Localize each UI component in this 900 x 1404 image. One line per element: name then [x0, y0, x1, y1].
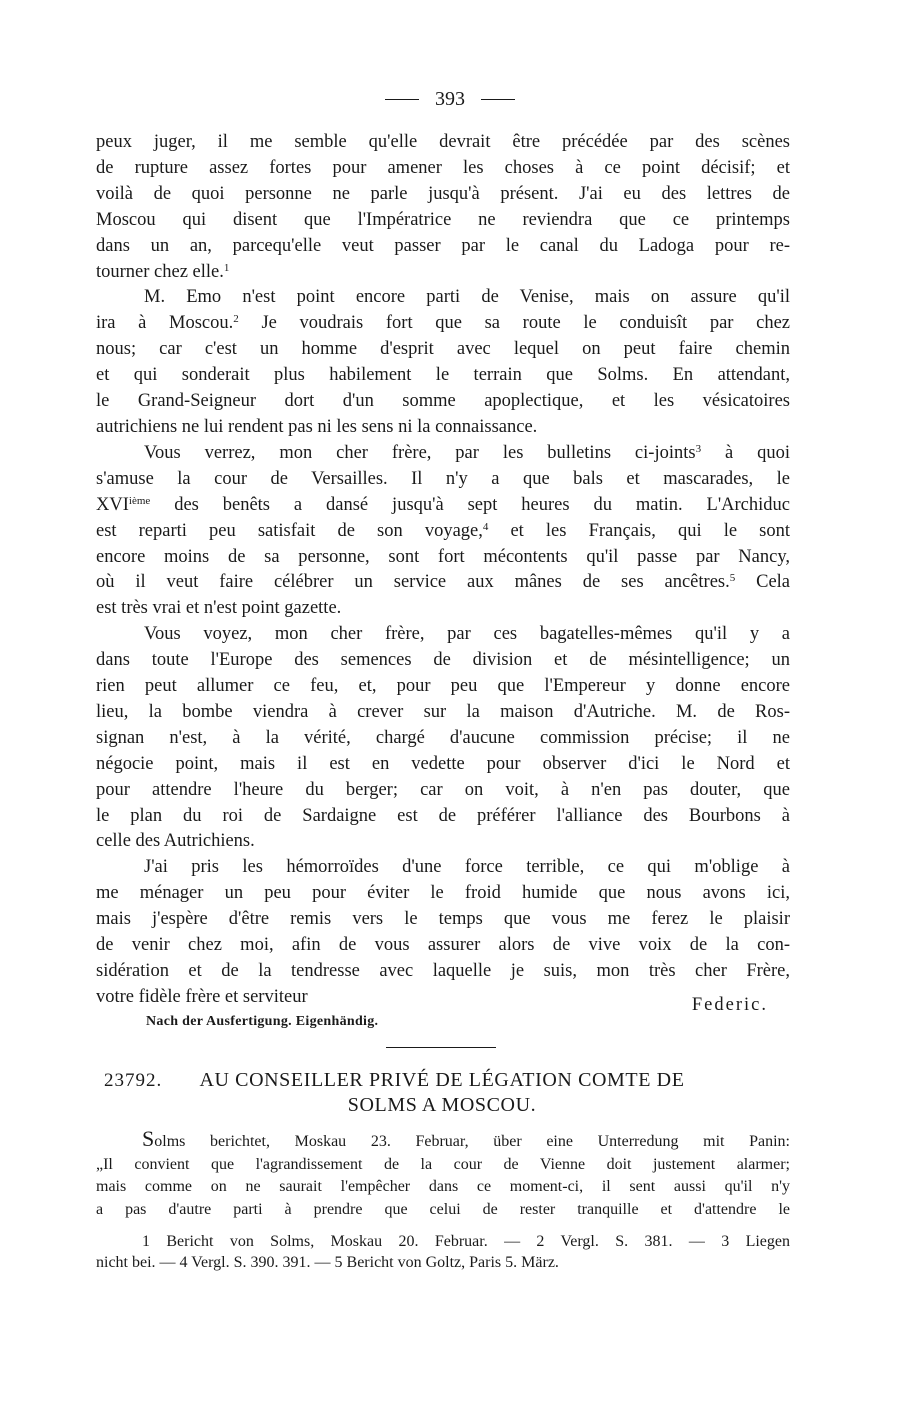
letter-heading	[104, 1068, 780, 1118]
footnote-ref: 1	[223, 261, 230, 274]
footnote-ref: 3	[695, 442, 702, 455]
footnote-ref: 4	[482, 520, 489, 533]
header-rule-right	[481, 99, 515, 100]
text-line: voilà de quoi personne ne parle jusqu'à présent. J'ai eu des lettres de	[96, 183, 790, 204]
text-line: Solms berichtet, Moskau 23. Februar, über eine Unterredung mit Panin:	[142, 1126, 790, 1151]
closing-line: votre fidèle frère et serviteur Federic.	[96, 985, 790, 1011]
text-line: le plan du roi de Sardaigne est de préférer l'alliance des Bourbons à	[96, 805, 790, 826]
header-rule-left	[385, 99, 419, 100]
text-line: le Grand-Seigneur dort d'un somme apoplectique, et les vésicatoires	[96, 391, 790, 412]
text-line: ira à Moscou.$^2$ Je voudrais fort que sa route le conduisît par chez	[96, 313, 790, 334]
text-line: Vous verrez, mon cher frère, par les bulletins ci-joints$^3$ à quoi	[144, 442, 791, 463]
text-line: peux juger, il me semble qu'elle devrait être précédée par des scènes	[96, 132, 790, 152]
text-line: mais j'espère d'être remis vers le temps que vous me ferez le plaisir	[96, 909, 790, 930]
text-line: autrichiens ne lui rendent pas ni les sens ni la connaissance.	[96, 416, 538, 437]
text-line: Moscou qui disent que l'Impératrice ne reviendra que ce printemps	[96, 209, 790, 230]
text-line: sidération et de la tendresse avec laquelle je suis, mon très cher Frère,	[96, 961, 790, 981]
footnotes	[96, 1231, 790, 1273]
text-line: dans toute l'Europe des semences de division et de mésintelligence; un	[96, 650, 790, 671]
text-line: nous; car c'est un homme d'esprit avec lequel on peut faire chemin	[96, 339, 790, 360]
section-divider	[386, 1047, 496, 1048]
letter-body	[96, 130, 791, 1015]
text-line: M. Emo n'est point encore parti de Venise, mais on assure qu'il	[144, 287, 790, 308]
text-line: Vous voyez, mon cher frère, par ces bagatelles-mêmes qu'il y a	[144, 624, 790, 645]
text-line: celle des Autrichiens.	[96, 831, 255, 852]
heading-line: AU CONSEILLER PRIVÉ DE LÉGATION COMTE DE	[199, 1069, 685, 1091]
signature: Federic.	[691, 994, 768, 1015]
text-line: de venir chez moi, afin de vous assurer alors de vive voix de la con-	[96, 935, 790, 956]
text-line: rien peut allumer ce feu, et, pour peu que l'Empereur y donne encore	[96, 676, 790, 697]
text-line: me ménager un peu pour éviter le froid humide que nous avons ici,	[96, 883, 790, 904]
text-line: XVIième des benêts a dansé jusqu'à sept heures du matin. L'Archiduc	[96, 494, 790, 515]
text-line: lieu, la bombe viendra à crever sur la maison d'Autriche. M. de Ros-	[96, 701, 790, 722]
text-line: encore moins de sa personne, sont fort mécontents qu'il passe par Nancy,	[96, 546, 790, 567]
heading-line: SOLMS A MOSCOU.	[347, 1094, 537, 1116]
footnote-ref: 2	[233, 313, 239, 326]
text-line: J'ai pris les hémorroïdes d'une force terrible, ce qui m'oblige à	[144, 857, 790, 878]
text-line: est reparti peu satisfait de son voyage,$^4$ et les Français, qui le sont	[96, 520, 790, 541]
text-line: où il veut faire célébrer un service aux mânes de ses ancêtres.$^5$ Cela	[96, 572, 791, 593]
letter-summary	[96, 1128, 790, 1221]
text-line: dans un an, parcequ'elle veut passer par le canal du Ladoga pour re-	[96, 235, 790, 256]
text-line: mais comme on ne saurait l'empêcher dans ce moment-ci, il sent aussi qu'il n'y	[96, 1178, 790, 1195]
footnote-line: nicht bei. — 4 Vergl. S. 390. 391. — 5 Bericht von Goltz, Paris 5. März.	[96, 1254, 559, 1271]
text-line: négocie point, mais il est en vedette pour observer d'ici le Nord et	[96, 753, 790, 774]
ordinal-suffix: ième	[128, 494, 151, 507]
text-line: pour attendre l'heure du berger; car on voit, à n'en pas douter, que	[96, 779, 790, 800]
letter-number: 23792.	[104, 1070, 163, 1091]
text-line: tourner chez elle.$^1$	[96, 261, 230, 282]
text-line: s'amuse la cour de Versailles. Il n'y a que bals et mascarades, le	[96, 468, 790, 489]
footnote-ref: 5	[729, 572, 736, 585]
text-line: signan n'est, à la vérité, chargé d'aucune commission précise; il ne	[96, 727, 790, 748]
text-line: est très vrai et n'est point gazette.	[96, 598, 342, 619]
source-note: Nach der Ausfertigung. Eigenhändig.	[146, 1014, 379, 1029]
page-header	[0, 88, 900, 111]
page-number: 393	[435, 88, 465, 110]
text-line: et qui sonderait plus habilement le terrain que Solms. En attendant,	[96, 365, 790, 386]
footnote-line: 1 Bericht von Solms, Moskau 20. Februar. — 2 Vergl. S. 381. — 3 Liegen	[142, 1233, 790, 1250]
initial-letter: S	[142, 1126, 155, 1151]
text-line: a pas d'autre parti à prendre que celui de rester tranquille et d'attendre le	[96, 1200, 790, 1218]
text-line: de rupture assez fortes pour amener les choses à ce point décisif; et	[96, 157, 790, 178]
text-line: „Il convient que l'agrandissement de la cour de Vienne doit justement alarmer;	[96, 1155, 790, 1173]
